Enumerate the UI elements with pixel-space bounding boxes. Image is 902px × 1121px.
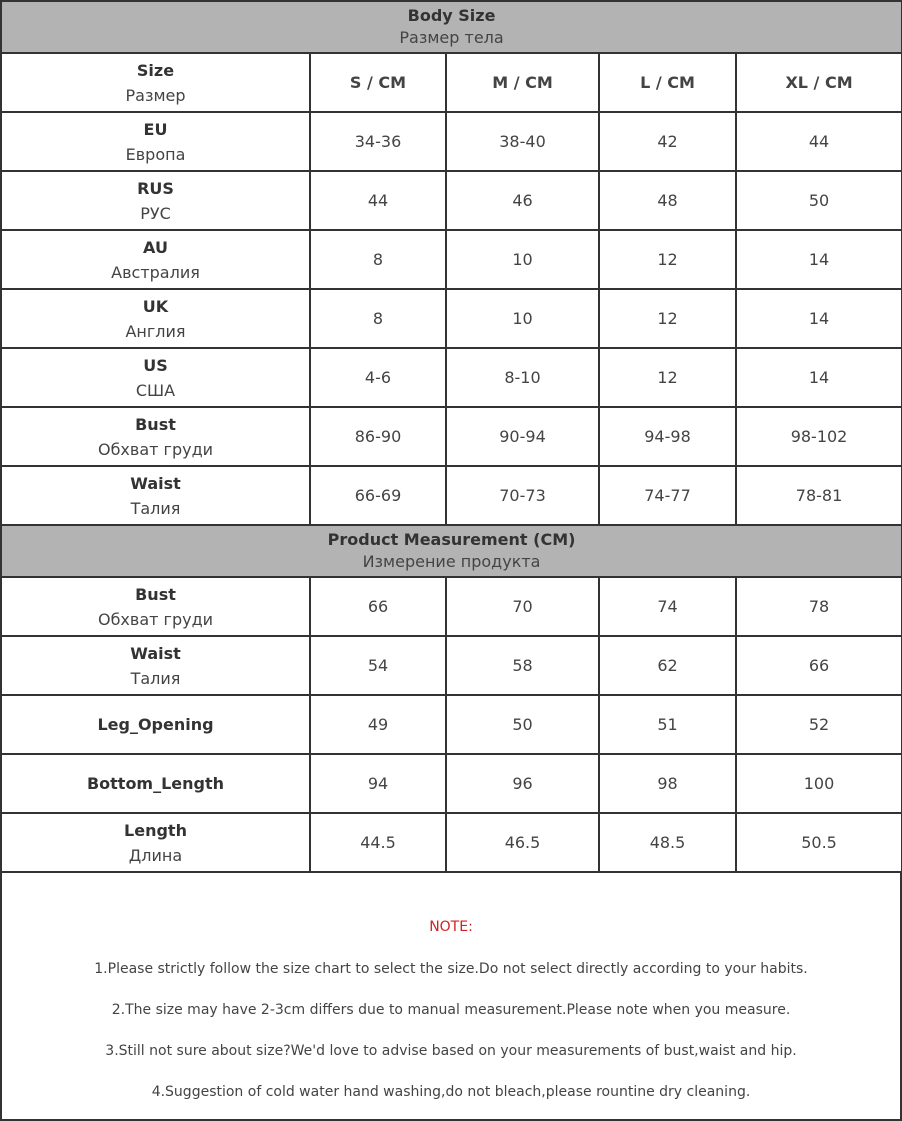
row-label xyxy=(1,171,310,230)
notes-section xyxy=(0,872,902,1121)
value-cell: 94 xyxy=(310,754,446,813)
row-label xyxy=(1,577,310,636)
row-label-ru: США xyxy=(135,380,176,400)
value-cell: 14 xyxy=(736,348,902,407)
section-title: Body Size xyxy=(407,6,496,25)
value-cell: 42 xyxy=(599,112,736,171)
value-cell: 46.5 xyxy=(446,813,599,872)
row-label-ru: Талия xyxy=(130,668,181,688)
value-cell: 100 xyxy=(736,754,902,813)
value-cell: 52 xyxy=(736,695,902,754)
value-cell: 70-73 xyxy=(446,466,599,525)
size-column-header: L / CM xyxy=(599,53,736,112)
note-line-2: 2.The size may have 2-3cm differs due to manual measurement.Please note when you measure. xyxy=(111,1002,791,1018)
row-label-ru: Англия xyxy=(125,321,186,341)
row-label-ru: Размер xyxy=(125,85,186,105)
value-cell: 50 xyxy=(736,171,902,230)
size-column-header: XL / CM xyxy=(736,53,902,112)
value-cell: 50.5 xyxy=(736,813,902,872)
value-cell: 70 xyxy=(446,577,599,636)
row-label xyxy=(1,230,310,289)
row-label-en: Length xyxy=(124,820,187,840)
value-cell: 50 xyxy=(446,695,599,754)
product-measurement-section-cell xyxy=(1,525,902,577)
note-line-3: 3.Still not sure about size?We'd love to advise based on your measurements of bust,waist and hip. xyxy=(105,1043,797,1059)
table-row xyxy=(1,230,902,289)
value-cell: 12 xyxy=(599,230,736,289)
value-cell: 86-90 xyxy=(310,407,446,466)
row-label-en: RUS xyxy=(137,178,174,198)
value-cell: 66 xyxy=(736,636,902,695)
row-label-en: Bust xyxy=(135,584,176,604)
value-cell: 94-98 xyxy=(599,407,736,466)
row-label-en: Size xyxy=(136,60,175,80)
body-size-section-cell xyxy=(1,1,902,53)
value-cell: 62 xyxy=(599,636,736,695)
product-measurement-section xyxy=(1,525,902,577)
value-cell: 78 xyxy=(736,577,902,636)
row-label-ru: Австралия xyxy=(111,262,200,282)
value-cell: 44.5 xyxy=(310,813,446,872)
value-cell: 51 xyxy=(599,695,736,754)
row-label xyxy=(1,813,310,872)
section-subtitle: Измерение продукта xyxy=(362,552,541,571)
note-line-1: 1.Please strictly follow the size chart to select the size.Do not select directly according to your habits. xyxy=(94,961,808,977)
value-cell: 54 xyxy=(310,636,446,695)
row-label-en: Leg_Opening xyxy=(97,715,214,734)
value-cell: 78-81 xyxy=(736,466,902,525)
value-cell: 4-6 xyxy=(310,348,446,407)
size-header-row xyxy=(1,53,902,112)
body-size-section xyxy=(1,1,902,53)
row-label xyxy=(1,695,310,754)
value-cell: 66-69 xyxy=(310,466,446,525)
value-cell: 90-94 xyxy=(446,407,599,466)
table-row xyxy=(1,636,902,695)
row-label-en: UK xyxy=(142,296,169,316)
value-cell: 49 xyxy=(310,695,446,754)
value-cell: 12 xyxy=(599,289,736,348)
value-cell: 8-10 xyxy=(446,348,599,407)
row-label-en: AU xyxy=(143,237,168,257)
value-cell: 98-102 xyxy=(736,407,902,466)
row-label xyxy=(1,407,310,466)
row-label-en: Bottom_Length xyxy=(86,774,225,793)
table-row xyxy=(1,577,902,636)
value-cell: 44 xyxy=(310,171,446,230)
table-row xyxy=(1,466,902,525)
value-cell: 74-77 xyxy=(599,466,736,525)
row-label-en: US xyxy=(143,355,168,375)
value-cell: 48.5 xyxy=(599,813,736,872)
row-label-ru: Обхват груди xyxy=(97,609,214,629)
section-subtitle: Размер тела xyxy=(399,28,504,47)
row-label-ru: Длина xyxy=(128,845,183,865)
row-label xyxy=(1,466,310,525)
value-cell: 96 xyxy=(446,754,599,813)
row-label-ru: Европа xyxy=(125,144,186,164)
table-row xyxy=(1,754,902,813)
row-label xyxy=(1,289,310,348)
row-label-ru: Обхват груди xyxy=(97,439,214,459)
value-cell: 8 xyxy=(310,289,446,348)
value-cell: 14 xyxy=(736,289,902,348)
value-cell: 74 xyxy=(599,577,736,636)
note-title: NOTE: xyxy=(429,919,473,935)
row-label xyxy=(1,348,310,407)
table-row xyxy=(1,695,902,754)
value-cell: 10 xyxy=(446,230,599,289)
value-cell: 58 xyxy=(446,636,599,695)
table-row xyxy=(1,813,902,872)
value-cell: 12 xyxy=(599,348,736,407)
row-label xyxy=(1,636,310,695)
row-label-ru: РУС xyxy=(140,203,171,223)
row-label-en: Bust xyxy=(135,414,176,434)
note-line-4: 4.Suggestion of cold water hand washing,do not bleach,please rountine dry cleaning. xyxy=(151,1084,751,1100)
size-column-header: S / CM xyxy=(310,53,446,112)
value-cell: 10 xyxy=(446,289,599,348)
value-cell: 38-40 xyxy=(446,112,599,171)
table-row xyxy=(1,112,902,171)
value-cell: 8 xyxy=(310,230,446,289)
row-label xyxy=(1,53,310,112)
size-column-header: M / CM xyxy=(446,53,599,112)
section-title: Product Measurement (CM) xyxy=(327,530,576,549)
value-cell: 14 xyxy=(736,230,902,289)
row-label-en: EU xyxy=(143,119,168,139)
row-label-en: Waist xyxy=(130,473,181,493)
table-row xyxy=(1,171,902,230)
table-row xyxy=(1,289,902,348)
value-cell: 44 xyxy=(736,112,902,171)
value-cell: 48 xyxy=(599,171,736,230)
row-label xyxy=(1,112,310,171)
table-row xyxy=(1,348,902,407)
row-label-ru: Талия xyxy=(130,498,181,518)
value-cell: 46 xyxy=(446,171,599,230)
row-label-en: Waist xyxy=(130,643,181,663)
value-cell: 98 xyxy=(599,754,736,813)
table-row xyxy=(1,407,902,466)
value-cell: 34-36 xyxy=(310,112,446,171)
value-cell: 66 xyxy=(310,577,446,636)
row-label xyxy=(1,754,310,813)
